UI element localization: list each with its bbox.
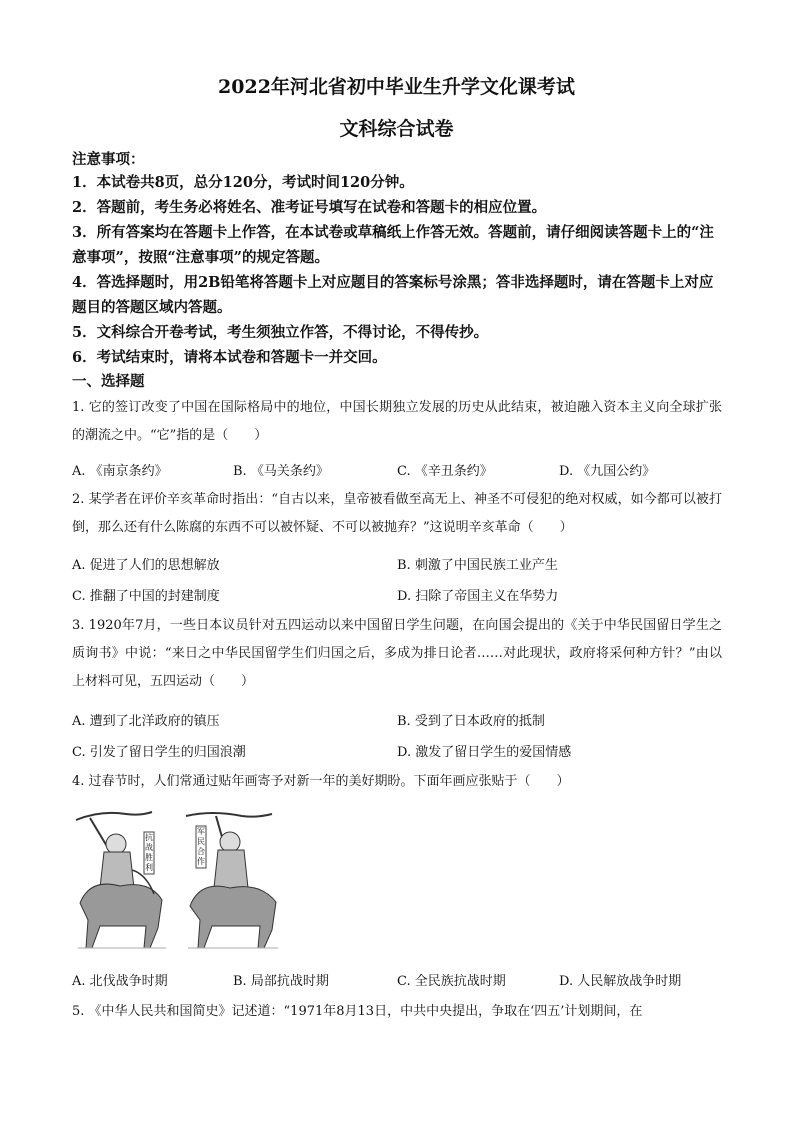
note-item: 2．答题前，考生务必将姓名、准考证号填写在试卷和答题卡的相应位置。 <box>72 199 547 216</box>
question-stem: 2. 某学者在评价辛亥革命时指出：“自古以来，皇帝被看做至高无上、神圣不可侵犯的绝对权威，如今都可以被打倒，那么还有什么陈腐的东西不可以被怀疑、不可以被抛弃？”这说明辛亥革命（ ） <box>72 492 722 535</box>
question-stem: 4. 过春节时，人们常通过贴年画寄予对新一年的美好期盼。下面年画应张贴于（ ） <box>72 774 570 789</box>
option-a: A. 北伐战争时期 <box>72 974 168 989</box>
note-item: 1．本试卷共8页，总分120分，考试时间120分钟。 <box>72 174 414 191</box>
svg-text:战: 战 <box>145 843 153 852</box>
option-c: C. 全民族抗战时期 <box>397 974 506 989</box>
option-a: A. 《南京条约》 <box>72 464 168 479</box>
note-item: 6．考试结束时，请将本试卷和答题卡一并交回。 <box>72 349 387 366</box>
svg-text:胜: 胜 <box>145 853 153 862</box>
section-heading: 一、选择题 <box>72 373 145 390</box>
note-item: 3．所有答案均在答题卡上作答，在本试卷或草稿纸上作答无效。答题前，请仔细阅读答题卡上的“注意事项”，按照“注意事项”的规定答题。 <box>72 224 714 266</box>
note-item: 5．文科综合开卷考试，考生须独立作答，不得讨论，不得传抄。 <box>72 324 489 341</box>
option-b: B. 受到了日本政府的抵制 <box>397 714 545 729</box>
painting-label-right: 军 <box>197 827 205 836</box>
option-c: C. 《辛丑条约》 <box>397 464 493 479</box>
option-b: B. 《马关条约》 <box>233 464 329 479</box>
svg-text:利: 利 <box>145 863 153 872</box>
option-c: C. 引发了留日学生的归国浪潮 <box>72 745 246 760</box>
option-d: D. 《九国公约》 <box>559 464 656 479</box>
question-stem: 5. 《中华人民共和国简史》记述道：“1971年8月13日，中共中央提出，争取在‘四五’计划期间，在 <box>72 1004 643 1019</box>
option-a: A. 遭到了北洋政府的镇压 <box>72 714 220 729</box>
option-b: B. 刺激了中国民族工业产生 <box>397 558 558 573</box>
question-stem: 3. 1920年7月，一些日本议员针对五四运动以来中国留日学生问题，在向国会提出的《关于中华民国留日学生之质询书》中说：“来日之中华民国留学生们归国之后，多成为排日论者……对此现状，政府将采何种方针？”由以上材料可见，五四运动（ ） <box>72 618 722 689</box>
painting-label-left: 抗 <box>145 833 153 842</box>
note-item: 4．答选择题时，用2B铅笔将答题卡上对应题目的答案标号涂黑；答非选择题时，请在答题卡上对应题目的答题区域内答题。 <box>72 274 714 316</box>
new-year-painting-image <box>70 808 280 956</box>
option-d: D. 人民解放战争时期 <box>559 974 682 989</box>
notes-heading: 注意事项： <box>72 151 145 168</box>
question-stem: 1. 它的签订改变了中国在国际格局中的地位，中国长期独立发展的历史从此结束，被迫融入资本主义向全球扩张的潮流之中。“它”指的是（ ） <box>72 400 722 443</box>
svg-text:民: 民 <box>197 837 205 846</box>
option-a: A. 促进了人们的思想解放 <box>72 558 220 573</box>
exam-subtitle: 文科综合试卷 <box>339 118 454 140</box>
exam-title: 2022年河北省初中毕业生升学文化课考试 <box>218 76 575 98</box>
svg-text:作: 作 <box>197 857 205 866</box>
option-d: D. 激发了留日学生的爱国情感 <box>397 745 572 760</box>
option-b: B. 局部抗战时期 <box>233 974 329 989</box>
svg-text:合: 合 <box>197 847 205 856</box>
option-c: C. 推翻了中国的封建制度 <box>72 589 220 604</box>
option-d: D. 扫除了帝国主义在华势力 <box>397 589 559 604</box>
